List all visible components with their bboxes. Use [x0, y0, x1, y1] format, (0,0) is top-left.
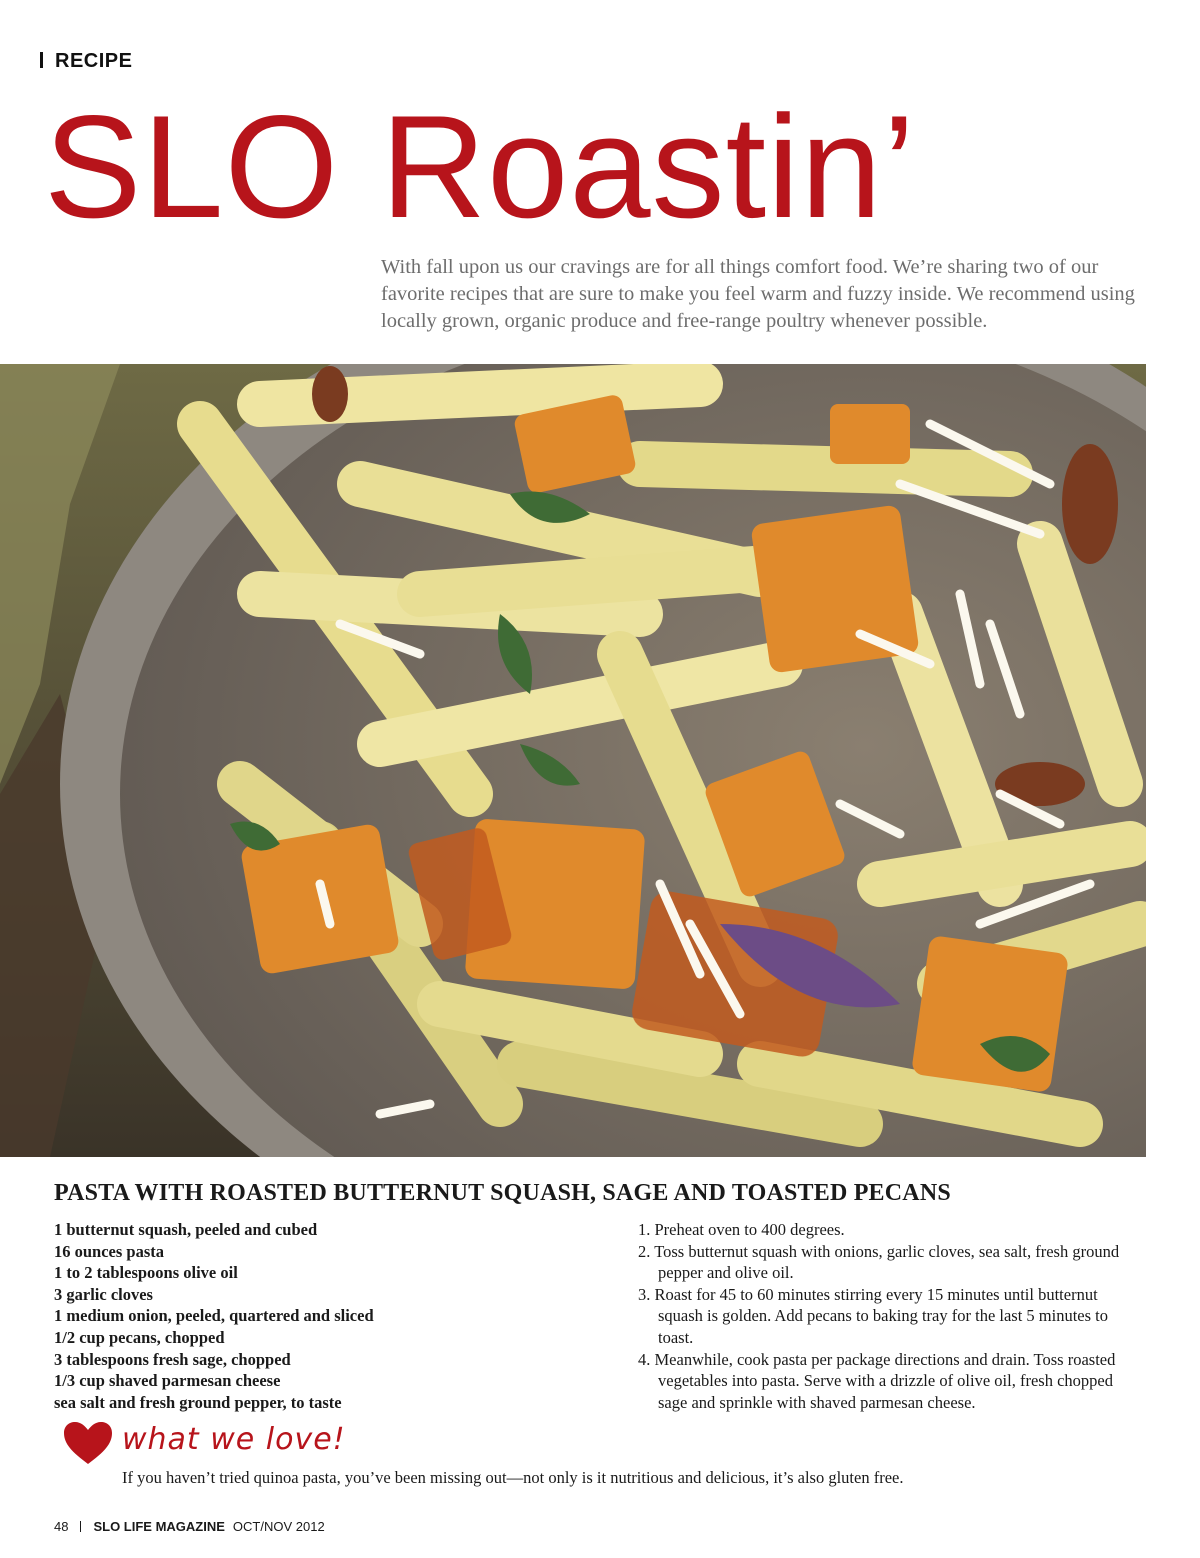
ingredient-item: 16 ounces pasta [54, 1241, 165, 1261]
heart-icon [62, 1420, 114, 1471]
direction-step: 4. Meanwhile, cook pasta per package directions and drain. Toss roasted vegetables into pasta. Serve with a drizzle of olive oil, fresh chopped sage and sprinkle with shaved parmesan cheese. [638, 1349, 1116, 1412]
pasta-photo [0, 364, 1146, 1157]
what-we-love-text: If you haven’t tried quinoa pasta, you’ve been missing out—not only is it nutritious and delicious, it’s also gluten free. [122, 1468, 904, 1487]
page-number: 48 [54, 1519, 69, 1534]
recipe-title: PASTA WITH ROASTED BUTTERNUT SQUASH, SAGE AND TOASTED PECANS [54, 1180, 951, 1206]
ingredient-item: 3 garlic cloves [54, 1284, 153, 1304]
direction-step: 1. Preheat oven to 400 degrees. [638, 1220, 845, 1239]
ingredient-item: 1 to 2 tablespoons olive oil [54, 1263, 238, 1283]
section-label-text: RECIPE [55, 50, 133, 72]
intro-paragraph: With fall upon us our cravings are for all things comfort food. We’re sharing two of our favorite recipes that are sure to make you feel warm and fuzzy inside. We recommend using locally grown, organic produce and free-range poultry whenever possible. [381, 256, 1135, 332]
footer-divider [80, 1521, 81, 1532]
ingredient-item: sea salt and fresh ground pepper, to taste [54, 1392, 342, 1412]
direction-step: 3. Roast for 45 to 60 minutes stirring every 15 minutes until butternut squash is golden. Add pecans to baking tray for the last 5 minutes to toast. [638, 1284, 1109, 1347]
ingredient-item: 3 tablespoons fresh sage, chopped [54, 1349, 291, 1369]
ingredients-list [54, 1219, 374, 1413]
page-title: SLO Roastin’ [44, 85, 917, 248]
magazine-name: SLO LIFE MAGAZINE [93, 1519, 225, 1534]
ingredient-item: 1 medium onion, peeled, quartered and sliced [54, 1306, 374, 1326]
ingredient-item: 1 butternut squash, peeled and cubed [54, 1220, 318, 1239]
section-divider [40, 52, 43, 68]
directions-list [638, 1219, 1143, 1413]
issue-date: OCT/NOV 2012 [232, 1519, 325, 1534]
section-label [40, 50, 132, 73]
what-we-love-heading: what we love! [122, 1422, 346, 1457]
ingredient-item: 1/3 cup shaved parmesan cheese [54, 1371, 281, 1391]
page-footer [54, 1519, 325, 1534]
pasta-photo-illustration [0, 364, 1146, 1157]
direction-step: 2. Toss butternut squash with onions, garlic cloves, sea salt, fresh ground pepper and olive oil. [638, 1241, 1120, 1283]
ingredient-item: 1/2 cup pecans, chopped [54, 1327, 225, 1347]
